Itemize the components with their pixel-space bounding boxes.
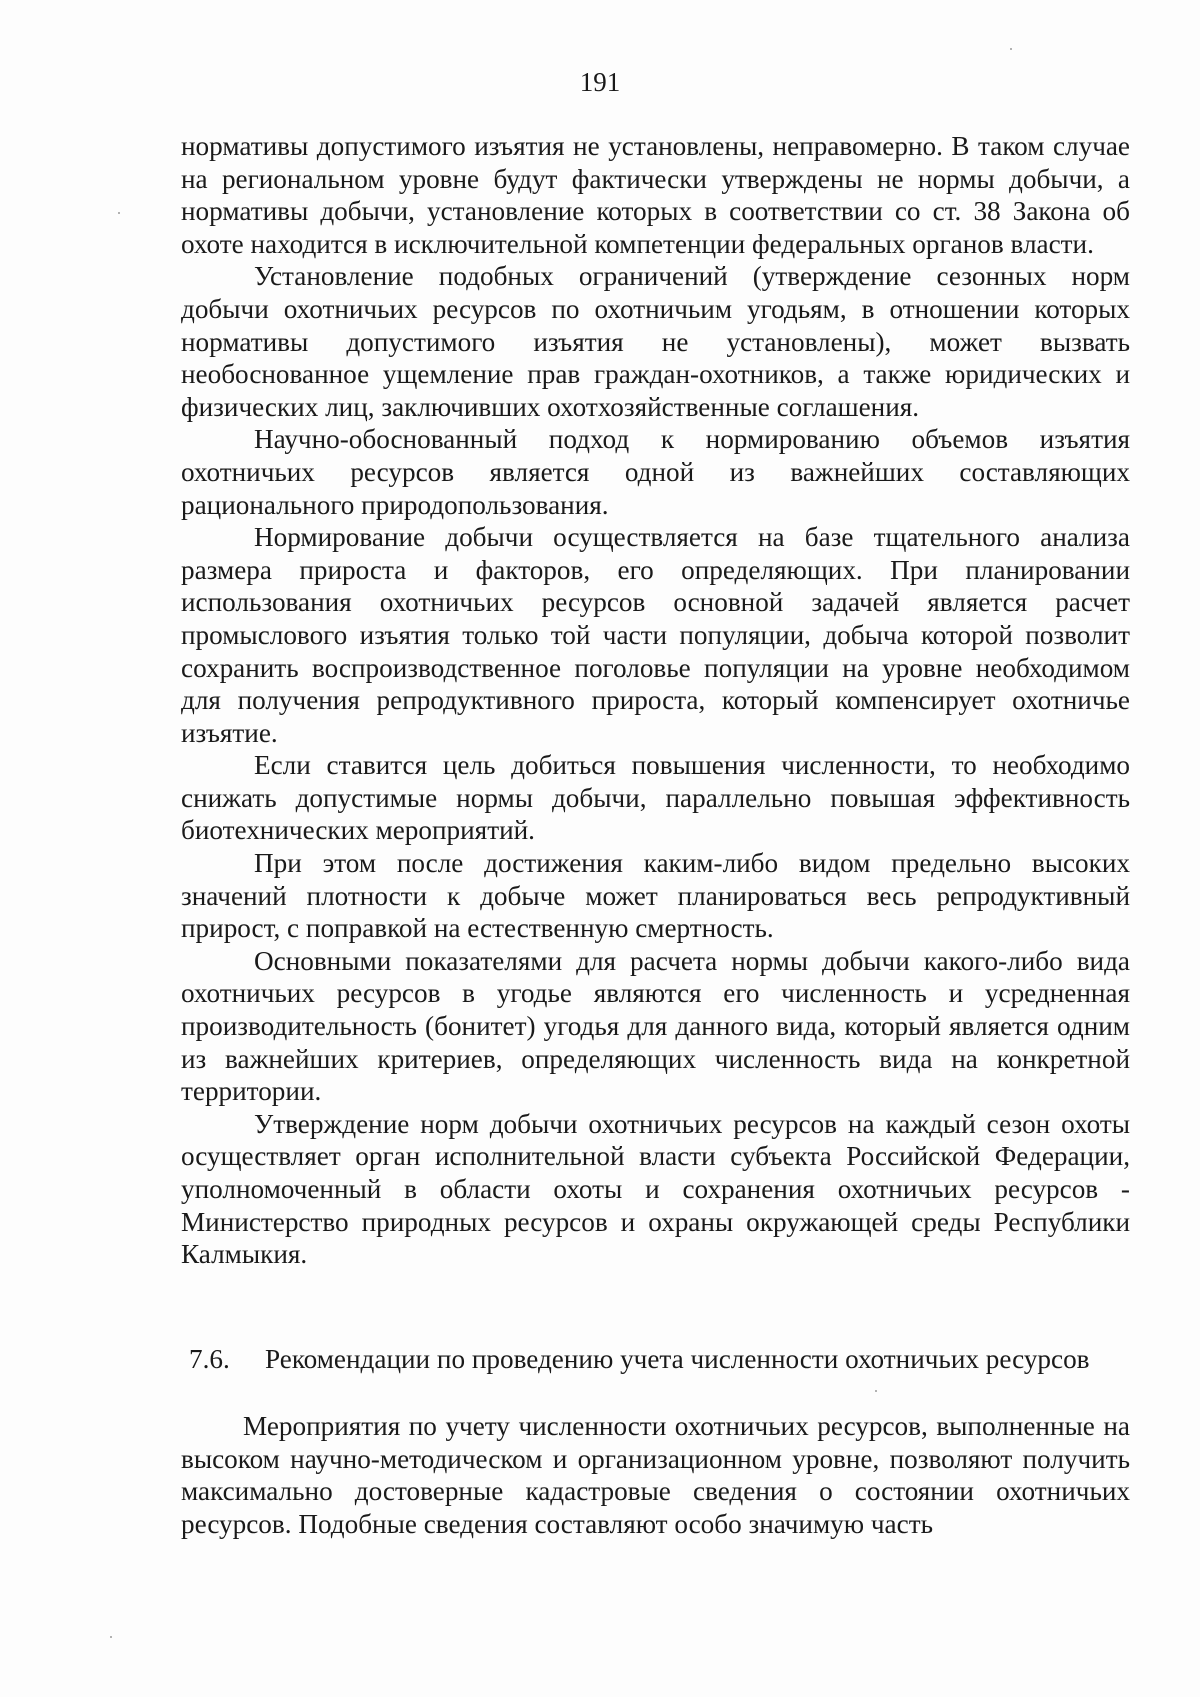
scan-speck	[110, 1636, 112, 1638]
paragraph: Основными показателями для расчета нормы добычи какого-либо вида охотничьих ресурсов в угодье являются его численность и усредненная производительность (бонитет) угодья для данного вида, который является одним из важнейших критериев, определяющих численность вида на конкретной территории.	[181, 945, 1130, 1107]
section-title: Рекомендации по проведению учета численности охотничьих ресурсов	[265, 1344, 1090, 1374]
paragraph: При этом после достижения каким-либо видом предельно высоких значений плотности к добыче может планироваться весь репродуктивный прирост, с поправкой на естественную смертность.	[181, 848, 1130, 944]
scan-speck	[1010, 48, 1012, 50]
paragraph: Если ставится цель добиться повышения численности, то необходимо снижать допустимые нормы добычи, параллельно повышая эффективность биотехнических мероприятий.	[181, 750, 1130, 846]
paragraph: Утверждение норм добычи охотничьих ресурсов на каждый сезон охоты осуществляет орган исполнительной власти субъекта Российской Федерации, уполномоченный в области охоты и сохранения охотничьих ресурсов - Министерство природных ресурсов и охраны окружающей среды Республики Калмыкия.	[181, 1108, 1130, 1270]
section-number: 7.6.	[189, 1344, 230, 1374]
page-number: 191	[579, 67, 621, 97]
body-text	[181, 130, 1130, 1271]
paragraph: нормативы допустимого изъятия не установлены, неправомерно. В таком случае на региональном уровне будут фактически утверждены не нормы добычи, а нормативы добычи, установление которых в соответствии со ст. 38 Закона об охоте находится в исключительной компетенции федеральных органов власти.	[181, 131, 1130, 259]
section-body-text	[181, 1410, 1130, 1540]
paragraph: Научно-обоснованный подход к нормированию объемов изъятия охотничьих ресурсов является одной из важнейших составляющих рационального природопользования.	[181, 424, 1130, 520]
paragraph: Установление подобных ограничений (утверждение сезонных норм добычи охотничьих ресурсов по охотничьим угодьям, в отношении которых нормативы допустимого изъятия не установлены), может вызвать необоснованное ущемление прав граждан-охотников, а также юридических и физических лиц, заключивших охотхозяйственные соглашения.	[181, 261, 1130, 422]
section-heading	[189, 1343, 1134, 1376]
scan-speck	[875, 1390, 877, 1392]
scan-speck	[118, 212, 120, 214]
paragraph: Мероприятия по учету численности охотничьих ресурсов, выполненные на высоком научно-методическом и организационном уровне, позволяют получить максимально достоверные кадастровые сведения о состоянии охотничьих ресурсов. Подобные сведения составляют особо значимую часть	[181, 1411, 1130, 1539]
paragraph: Нормирование добычи осуществляется на базе тщательного анализа размера прироста и факторов, его определяющих. При планировании использования охотничьих ресурсов основной задачей является расчет промыслового изъятия только той части популяции, добыча которой позволит сохранить воспроизводственное поголовье популяции на уровне необходимом для получения репродуктивного прироста, который компенсирует охотничье изъятие.	[181, 522, 1130, 748]
